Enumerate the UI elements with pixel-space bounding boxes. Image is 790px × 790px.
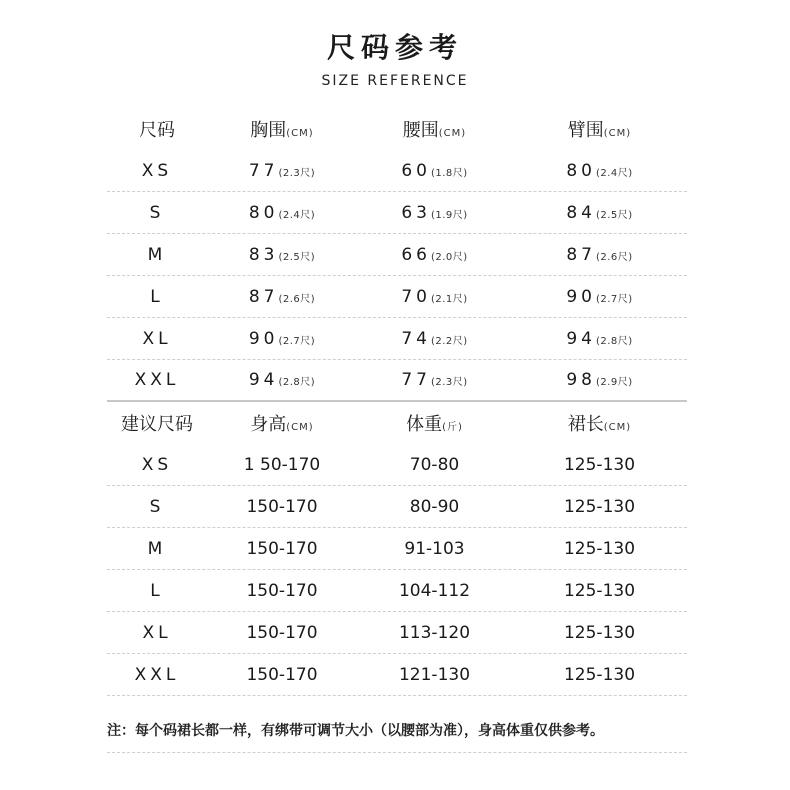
height-cell: 150-170 [246,664,318,685]
waist-value: 66 [401,244,431,265]
arm-value: 84 [566,202,596,223]
recommend-row [107,486,687,528]
length-cell: 125-130 [563,622,636,643]
header-recommend-size [107,410,207,436]
header-waist-unit: (CM) [438,128,467,139]
header-chest-unit: (CM) [286,128,314,139]
chest-chi-value: (2.7尺) [278,335,316,347]
length-cell: 125-130 [563,538,636,559]
size-cell: XL [142,328,172,349]
waist-cell [357,203,512,223]
waist-chi-value: (2.2尺) [430,335,468,347]
arm-value: 94 [566,328,596,349]
arm-cell [512,329,687,349]
arm-value: 98 [566,370,596,390]
measure-header-row [107,108,687,150]
footnote-divider [107,752,687,753]
size-cell: XS [141,454,173,475]
header-height-label: 身高 [250,414,287,435]
chest-chi-value: (2.3尺) [278,167,316,179]
chest-cell [207,203,357,223]
arm-cell [512,203,687,223]
weight-cell: 70-80 [409,454,460,475]
size-cell: L [150,286,164,307]
waist-chi-value: (2.0尺) [430,251,468,263]
chest-chi-value: (2.6尺) [278,293,316,305]
header-recommend-size-label: 建议尺码 [121,414,193,435]
arm-chi-value: (2.5尺) [595,209,633,221]
waist-value: 74 [401,328,431,349]
header-chest [207,116,357,142]
header-size [107,116,207,142]
header-waist [357,116,512,142]
size-cell: M [147,538,167,559]
recommend-row [107,570,687,612]
measure-row [107,360,687,402]
measure-row [107,234,687,276]
waist-value: 77 [401,370,431,390]
arm-chi-value: (2.4尺) [595,167,633,179]
waist-cell [357,370,512,390]
size-cell: S [149,202,165,223]
size-cell: XXL [134,370,180,390]
chest-chi-value: (2.4尺) [278,209,316,221]
size-cell: XL [142,622,172,643]
arm-value: 90 [566,286,596,307]
header-arm [512,116,687,142]
header-height-unit: (CM) [286,422,314,433]
arm-cell [512,370,687,390]
measure-row [107,318,687,360]
chest-value: 83 [248,244,279,265]
header-arm-label: 臂围 [567,120,604,141]
measure-row [107,276,687,318]
weight-cell: 113-120 [398,622,471,643]
size-cell: S [149,496,165,517]
header-length [512,410,687,436]
length-cell: 125-130 [563,664,636,685]
arm-cell [512,287,687,307]
waist-cell [357,287,512,307]
chest-chi-value: (2.5尺) [278,251,316,263]
page-subtitle: SIZE REFERENCE [321,73,469,89]
page-title: 尺码参考 [326,31,463,64]
chest-cell [207,370,357,390]
recommend-header-row [107,402,687,444]
recommend-row [107,654,687,696]
weight-cell: 91-103 [404,538,465,559]
header-weight-unit: (斤) [442,422,463,433]
weight-cell: 121-130 [398,664,471,685]
chest-value: 90 [248,328,279,349]
length-cell: 125-130 [563,496,636,517]
recommend-row [107,612,687,654]
arm-chi-value: (2.9尺) [595,377,633,388]
height-cell: 150-170 [246,538,318,559]
header-arm-unit: (CM) [603,128,632,139]
header-weight [357,410,512,436]
arm-value: 87 [566,244,596,265]
header-length-label: 裙长 [567,414,604,435]
arm-cell [512,245,687,265]
weight-cell: 80-90 [409,496,460,517]
waist-chi-value: (2.3尺) [430,377,468,388]
measure-row [107,150,687,192]
size-cell: M [147,244,167,265]
measure-row [107,192,687,234]
chest-value: 87 [248,286,279,307]
height-cell: 150-170 [246,622,318,643]
height-cell: 1 50-170 [243,454,321,475]
height-cell: 150-170 [246,580,318,601]
arm-cell [512,161,687,181]
header-chest-label: 胸围 [250,120,287,141]
waist-value: 70 [401,286,431,307]
header-height [207,410,357,436]
header-waist-label: 腰围 [402,120,439,141]
length-cell: 125-130 [563,454,636,475]
waist-chi-value: (1.8尺) [430,167,468,179]
header-weight-label: 体重 [406,414,443,435]
arm-chi-value: (2.8尺) [595,335,633,347]
waist-cell [357,245,512,265]
height-cell: 150-170 [246,496,318,517]
recommend-row [107,444,687,486]
arm-chi-value: (2.7尺) [595,293,633,305]
chest-value: 94 [248,370,279,390]
chest-value: 77 [248,160,279,181]
waist-chi-value: (1.9尺) [430,209,468,221]
arm-chi-value: (2.6尺) [595,251,633,263]
chest-value: 80 [248,202,279,223]
size-cell: XXL [134,664,180,685]
waist-cell [357,161,512,181]
size-cell: XS [141,160,173,181]
recommend-row [107,528,687,570]
chest-cell [207,329,357,349]
size-table [107,108,687,696]
length-cell: 125-130 [563,580,636,601]
waist-cell [357,329,512,349]
size-cell: L [150,580,164,601]
weight-cell: 104-112 [398,580,471,601]
chest-cell [207,287,357,307]
header-size-label: 尺码 [139,120,175,141]
chest-cell [207,161,357,181]
chest-cell [207,245,357,265]
chest-chi-value: (2.8尺) [278,377,316,388]
arm-value: 80 [566,160,596,181]
waist-value: 63 [401,202,431,223]
footnote: 注：每个码裙长都一样，有绑带可调节大小（以腰部为准），身高体重仅供参考。 [107,723,604,739]
header-length-unit: (CM) [603,422,632,433]
waist-chi-value: (2.1尺) [430,293,468,305]
waist-value: 60 [401,160,431,181]
